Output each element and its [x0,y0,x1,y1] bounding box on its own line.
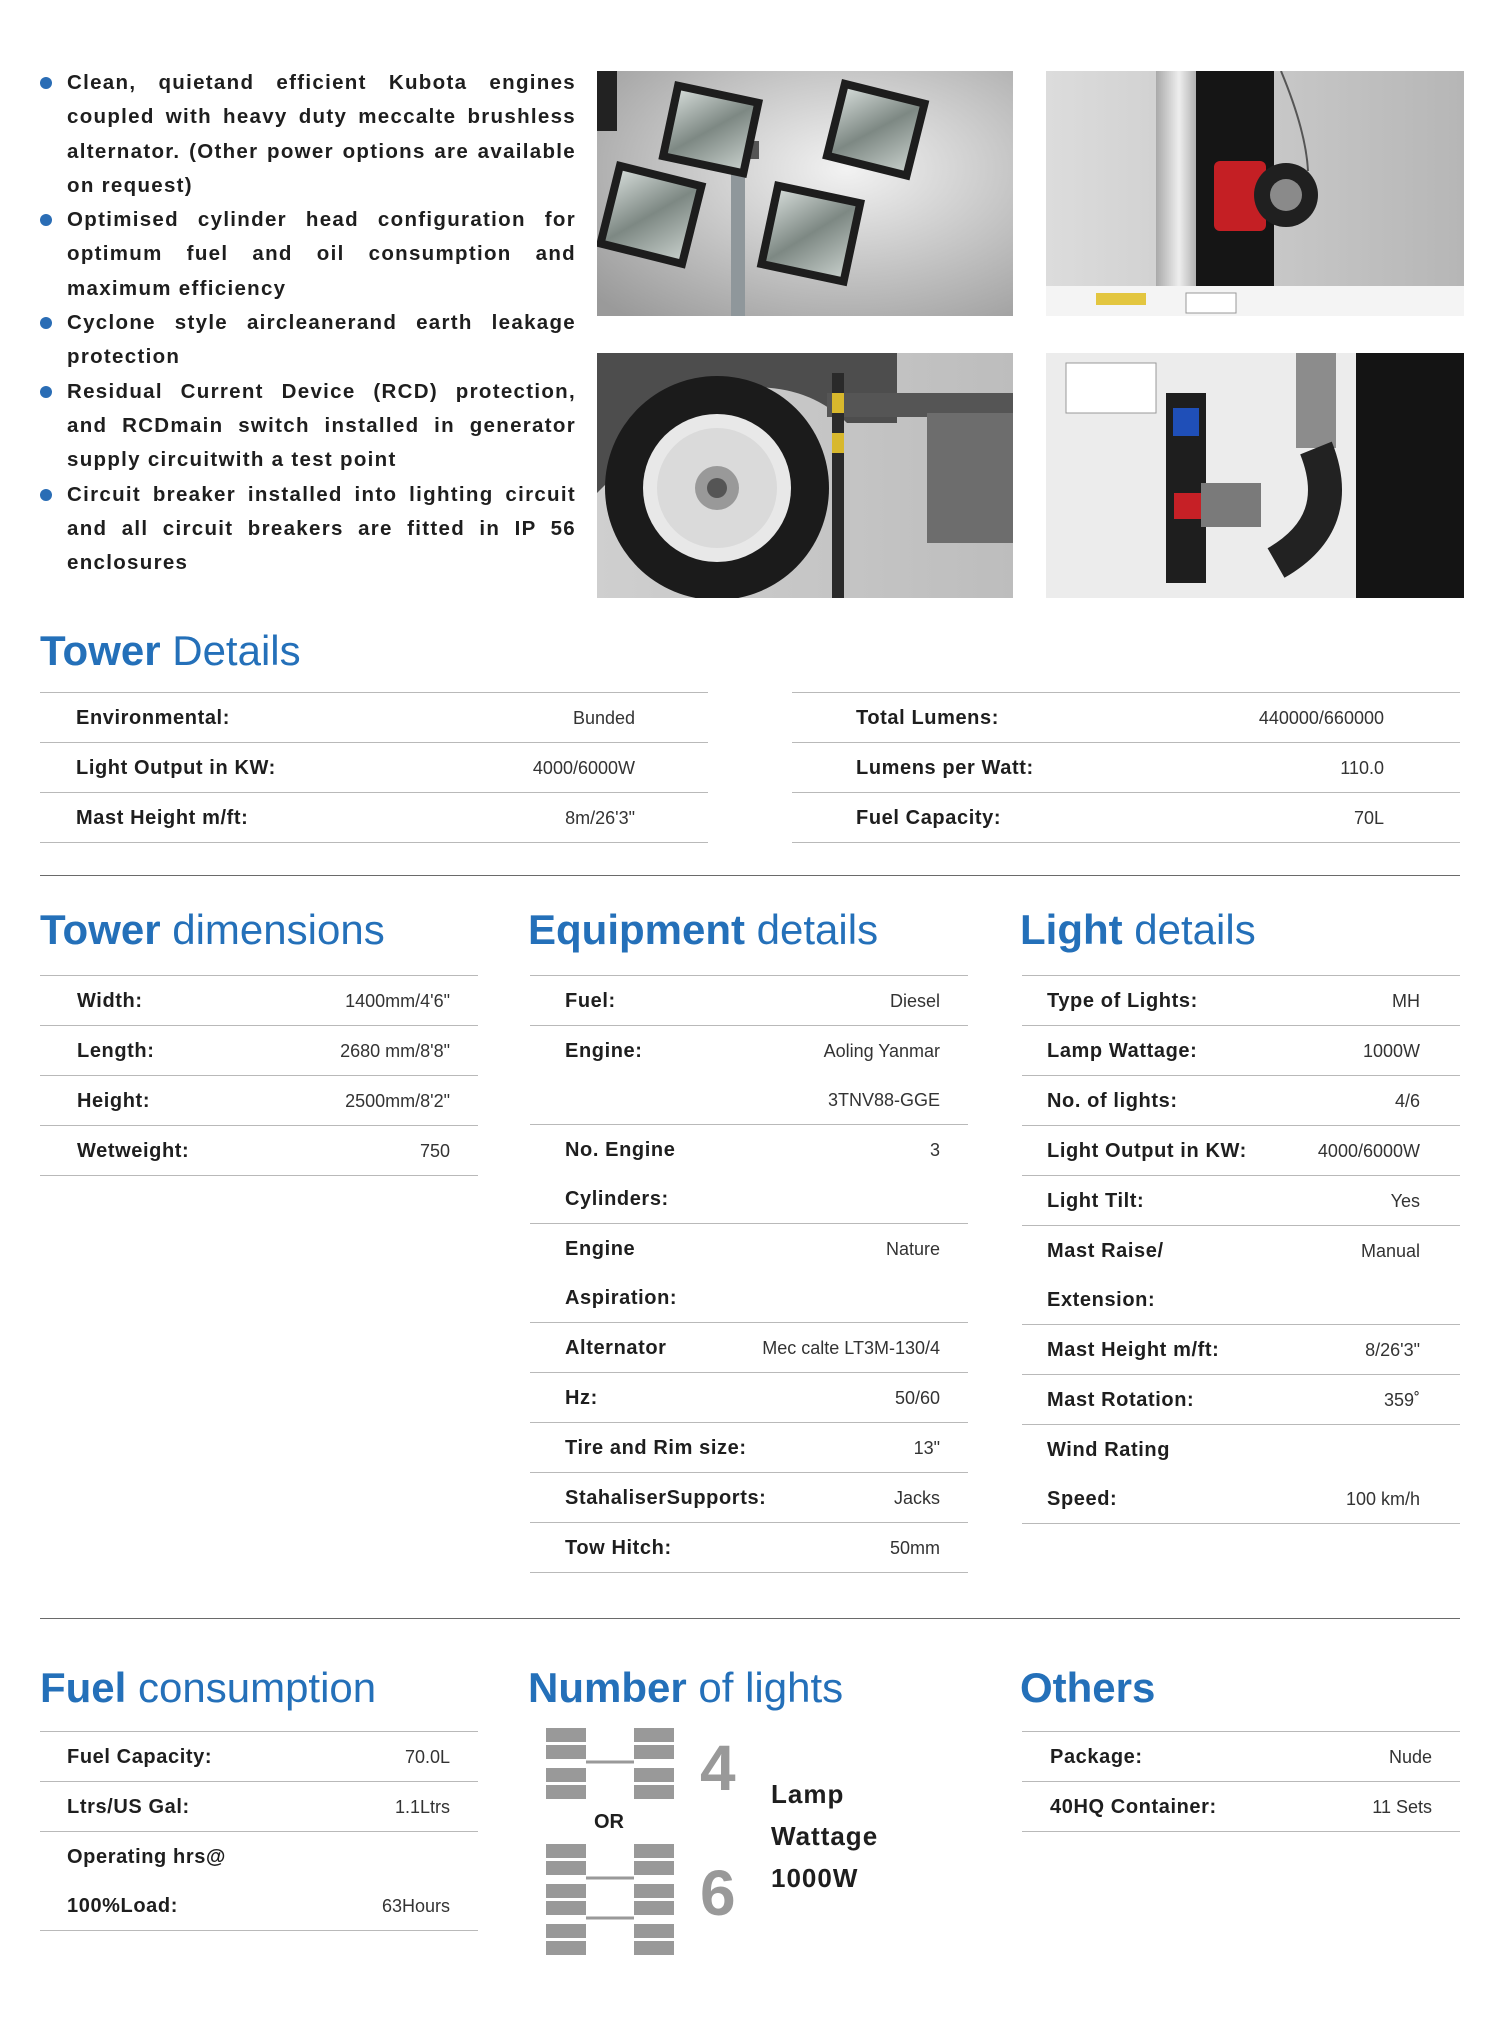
table-row: Environmental: Bunded [40,692,708,742]
table-row: Speed: 100 km/h [1022,1474,1460,1524]
table-row: Fuel Capacity: 70.0L [40,1731,478,1781]
table-row: Wetweight: 750 [40,1125,478,1176]
photo-light-heads [597,71,1013,316]
table-row: 100%Load: 63Hours [40,1881,478,1931]
table-row: Mast Height m/ft: 8/26'3" [1022,1324,1460,1374]
table-row: Type of Lights: MH [1022,975,1460,1025]
table-row: No. of lights: 4/6 [1022,1075,1460,1125]
four-lights-icon [540,1726,686,1810]
fuel-consumption-table [40,1731,478,1931]
photo-winch [1046,71,1464,316]
equipment-details-table [530,975,968,1573]
table-row: Height: 2500mm/8'2" [40,1075,478,1125]
table-row: Package: Nude [1022,1731,1460,1781]
table-row: Extension: [1047,1289,1156,1311]
section-title-equipment-details: Equipment details [528,906,879,953]
bullet-dot-icon [40,386,52,398]
tower-dimensions-table [40,975,478,1176]
section-title-tower-dimensions: Tower dimensions [40,906,385,953]
table-row: Fuel: Diesel [530,975,968,1025]
table-row: Cylinders: [565,1188,669,1210]
table-row: 3TNV88-GGE [827,1090,940,1110]
table-row: Light Tilt: Yes [1022,1175,1460,1225]
six-lights-icon [540,1842,686,1966]
table-row: Wind Rating [1022,1424,1460,1474]
others-table [1022,1731,1460,1832]
tower-details-left-table [40,692,708,843]
table-row: Aspiration: [565,1287,678,1309]
table-row: Lumens per Watt: 110.0 [792,742,1460,792]
table-row: Alternator Mec calte LT3M-130/4 [530,1322,968,1372]
table-row: 40HQ Container: 11 Sets [1022,1781,1460,1832]
photo-power-sockets [1046,353,1464,598]
feature-item: Cyclone style aircleanerand earth leakage protection [40,306,576,375]
six-lights-count: 6 [700,1857,736,1929]
feature-item: Optimised cylinder head configuration for optimum fuel and oil consumption and maximum efficiency [40,203,576,306]
four-lights-count: 4 [700,1732,736,1804]
feature-item: Clean, quietand efficient Kubota engines coupled with heavy duty meccalte brushless alternator. (Other power options are available on request) [40,66,576,203]
feature-item: Circuit breaker installed into lighting circuit and all circuit breakers are fitted in IP 56 enclosures [40,478,576,581]
feature-item: Residual Current Device (RCD) protection, and RCDmain switch installed in generator supply circuitwith a test point [40,375,576,478]
table-row: Width: 1400mm/4'6" [40,975,478,1025]
table-row: Engine Nature [530,1223,968,1273]
section-title-others: Others [1020,1664,1156,1711]
section-title-light-details: Light details [1020,906,1256,953]
table-row: Ltrs/US Gal: 1.1Ltrs [40,1781,478,1831]
feature-list [40,66,576,580]
bullet-dot-icon [40,489,52,501]
table-row: Mast Raise/ Manual [1022,1225,1460,1275]
table-row: StahaliserSupports: Jacks [530,1472,968,1522]
section-divider [40,875,1460,876]
section-title-fuel-consumption: Fuel consumption [40,1664,377,1711]
table-row: Engine: Aoling Yanmar [530,1025,968,1075]
table-row: No. Engine 3 [530,1124,968,1174]
bullet-dot-icon [40,317,52,329]
table-row: Tow Hitch: 50mm [530,1522,968,1573]
bullet-dot-icon [40,214,52,226]
bullet-dot-icon [40,77,52,89]
or-label: OR [594,1811,624,1833]
table-row: Mast Rotation: 359˚ [1022,1374,1460,1424]
table-row: Length: 2680 mm/8'8" [40,1025,478,1075]
table-row: Lamp Wattage: 1000W [1022,1025,1460,1075]
table-row: Fuel Capacity: 70L [792,792,1460,843]
table-row: Total Lumens: 440000/660000 [792,692,1460,742]
table-row: Light Output in KW: 4000/6000W [40,742,708,792]
table-row: Operating hrs@ [40,1831,478,1881]
table-row: Mast Height m/ft: 8m/26'3" [40,792,708,843]
photo-trailer-wheel [597,353,1013,598]
section-divider [40,1618,1460,1619]
light-details-table [1022,975,1460,1524]
section-title-number-of-lights: Number of lights [528,1664,844,1711]
table-row: Hz: 50/60 [530,1372,968,1422]
tower-details-right-table [792,692,1460,843]
table-row: Light Output in KW: 4000/6000W [1022,1125,1460,1175]
section-title-tower-details: Tower Details [40,627,301,674]
lamp-wattage-note: Lamp Wattage 1000W [771,1779,879,1893]
table-row: Tire and Rim size: 13" [530,1422,968,1472]
